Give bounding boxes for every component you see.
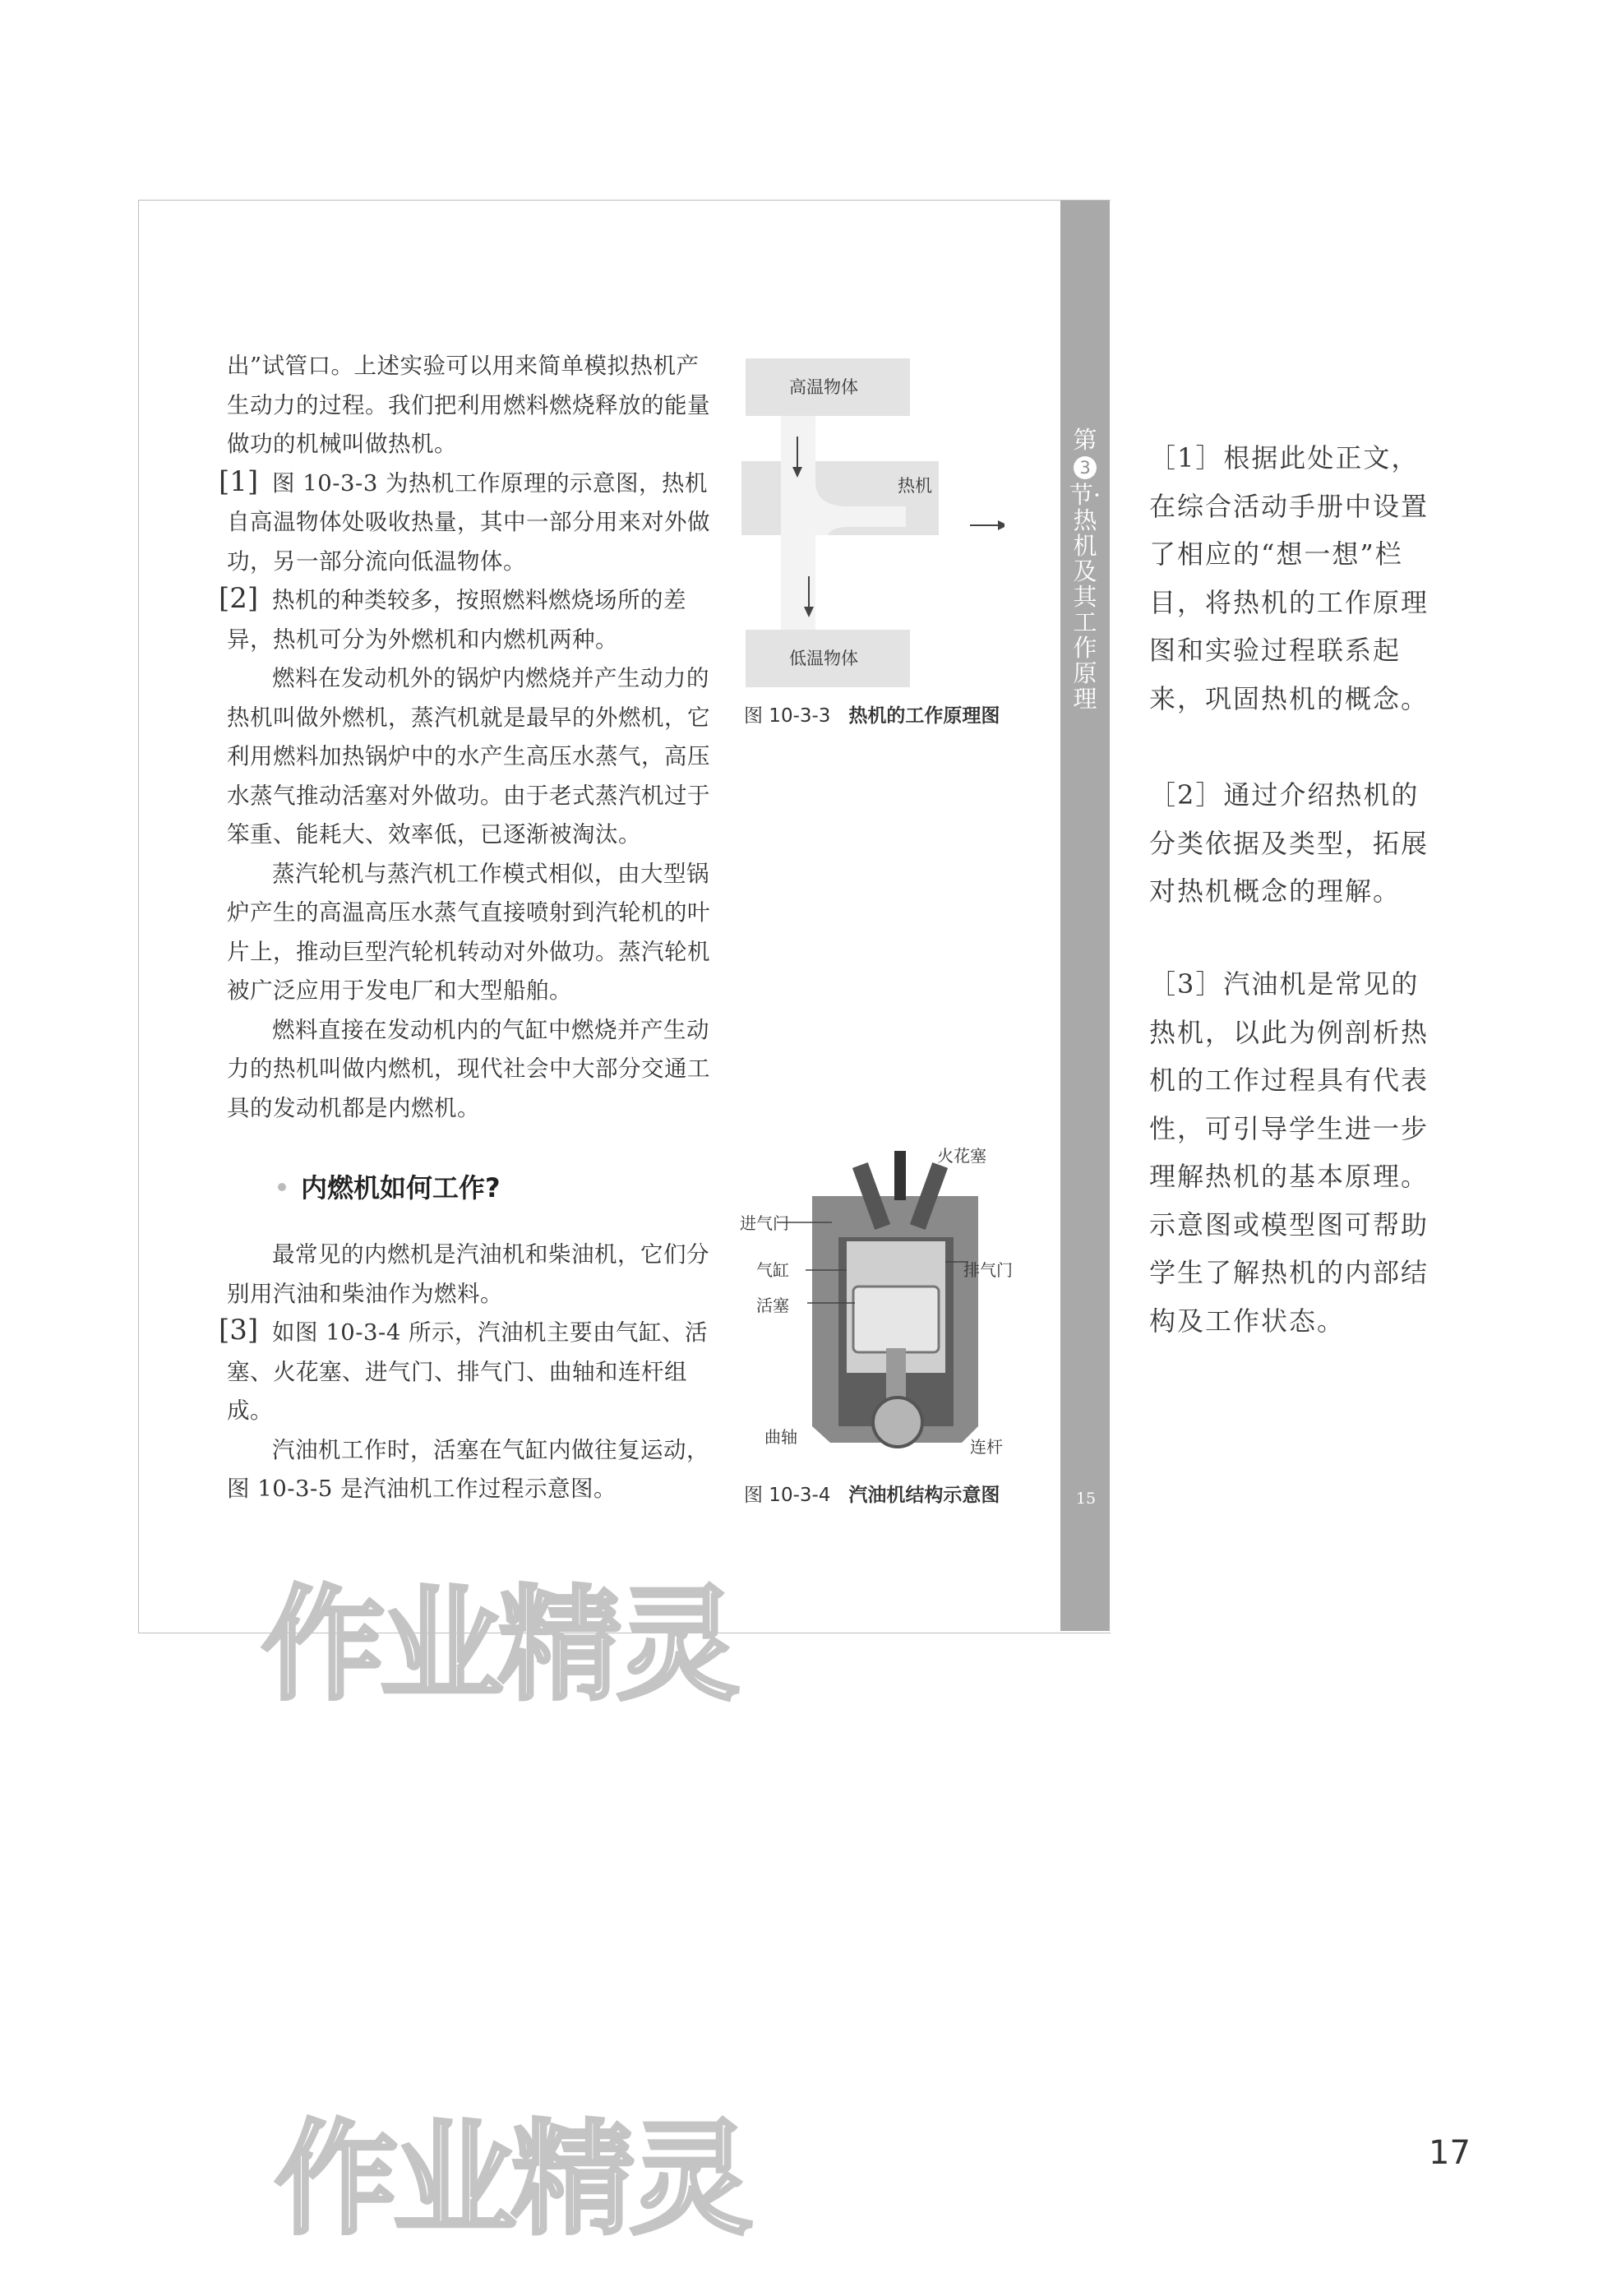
- watermark-logo: 作业精灵: [275, 2109, 749, 2252]
- exhaust-valve-label: 排气门: [963, 1260, 1013, 1280]
- crankshaft: [873, 1397, 922, 1447]
- chapter-side-title: [1069, 427, 1102, 712]
- chapter-prefix: 第: [1073, 426, 1097, 454]
- main-text-lower: [227, 1236, 720, 1509]
- paragraph-9: 汽油机工作时，活塞在气缸内做往复运动，图 10-3-5 是汽油机工作过程示意图。: [227, 1436, 709, 1502]
- right-arrow-icon: [998, 520, 1005, 530]
- cylinder-label: 气缸: [756, 1260, 789, 1280]
- figure1-caption-title: 热机的工作原理图: [848, 705, 1000, 727]
- figure2-caption: [744, 1480, 1000, 1507]
- cold-body-label: 低温物体: [789, 649, 858, 668]
- paragraph-7: 最常见的内燃机是汽油机和柴油机，它们分别用汽油和柴油作为燃料。: [227, 1241, 709, 1307]
- textbook-page-number: 15: [1075, 1490, 1097, 1508]
- crankshaft-label: 曲轴: [764, 1427, 797, 1447]
- engine-label: 热机: [898, 476, 932, 496]
- intake-valve-label: 进气门: [740, 1213, 789, 1233]
- chapter-number-badge: 3: [1074, 456, 1097, 479]
- paragraph-2: 图 10-3-3 为热机工作原理的示意图，热机自高温物体处吸收热量，其中一部分用来对外做功，另一部分流向低温物体。: [227, 469, 710, 575]
- paragraph-6: 燃料直接在发动机内的气缸中燃烧并产生动力的热机叫做内燃机，现代社会中大部分交通工具的发动机都是内燃机。: [227, 1016, 710, 1121]
- annotation-3: ［3］汽油机是常见的热机，以此为例剖析热机的工作过程具有代表性，可引导学生进一步理解热机的基本原理。示意图或模型图可帮助学生了解热机的内部结构及工作状态。: [1149, 968, 1429, 1337]
- annotation-1: ［1］根据此处正文，在综合活动手册中设置了相应的“想一想”栏目，将热机的工作原理图和实验过程联系起来，巩固热机的概念。: [1149, 442, 1429, 714]
- paragraph-8: 如图 10-3-4 所示，汽油机主要由气缸、活塞、火花塞、进气门、排气门、曲轴和连杆组成。: [227, 1319, 709, 1424]
- page-number: 17: [1429, 2134, 1471, 2172]
- connecting-rod-label: 连杆: [970, 1437, 1003, 1457]
- figure1-caption-number: 图 10-3-3: [744, 705, 831, 727]
- figure1-caption: [744, 700, 1000, 728]
- heat-engine-diagram: [741, 358, 1005, 687]
- paragraph-5: 蒸汽轮机与蒸汽机工作模式相似，由大型锅炉产生的高温高压水蒸气直接喷射到汽轮机的叶片上，推动巨型汽轮机转动对外做功。蒸汽轮机被广泛应用于发电厂和大型船舶。: [227, 860, 710, 1004]
- section-bullet-icon: [278, 1183, 286, 1191]
- figure2-caption-number: 图 10-3-4: [744, 1485, 831, 1506]
- paragraph-1: 出”试管口。上述实验可以用来简单模拟热机产生动力的过程。我们把利用燃料燃烧释放的能量做功的机械叫做热机。: [227, 353, 710, 457]
- main-text-upper: [227, 347, 720, 1128]
- figure2-caption-title: 汽油机结构示意图: [848, 1485, 1000, 1506]
- hot-body-label: 高温物体: [789, 377, 858, 397]
- chapter-title-vertical: 节·热机及其工作原理: [1069, 481, 1102, 713]
- gasoline-engine-diagram: [740, 1147, 1023, 1459]
- paragraph-3: 热机的种类较多，按照燃料燃烧场所的差异，热机可分为外燃机和内燃机两种。: [227, 587, 686, 653]
- note-marker-3: [3]: [219, 1314, 259, 1347]
- note-marker-1: [1]: [219, 465, 259, 498]
- section-heading: 内燃机如何工作?: [301, 1172, 501, 1203]
- piston-label: 活塞: [756, 1296, 789, 1315]
- piston: [853, 1287, 939, 1352]
- chapter-side-strip: [1060, 201, 1110, 1631]
- annotation-2: ［2］通过介绍热机的分类依据及类型，拓展对热机概念的理解。: [1149, 779, 1429, 907]
- paragraph-4: 燃料在发动机外的锅炉内燃烧并产生动力的热机叫做外燃机，蒸汽机就是最早的外燃机，它利用燃料加热锅炉中的水产生高压水蒸气，高压水蒸气推动活塞对外做功。由于老式蒸汽机过于笨重、能耗大、效率低，已逐渐被淘汰。: [227, 665, 710, 848]
- spark-plug-label: 火花塞: [937, 1147, 986, 1166]
- spark-plug: [894, 1151, 906, 1200]
- note-marker-2: [2]: [219, 582, 259, 615]
- watermark-logo: 作业精灵: [261, 1574, 736, 1717]
